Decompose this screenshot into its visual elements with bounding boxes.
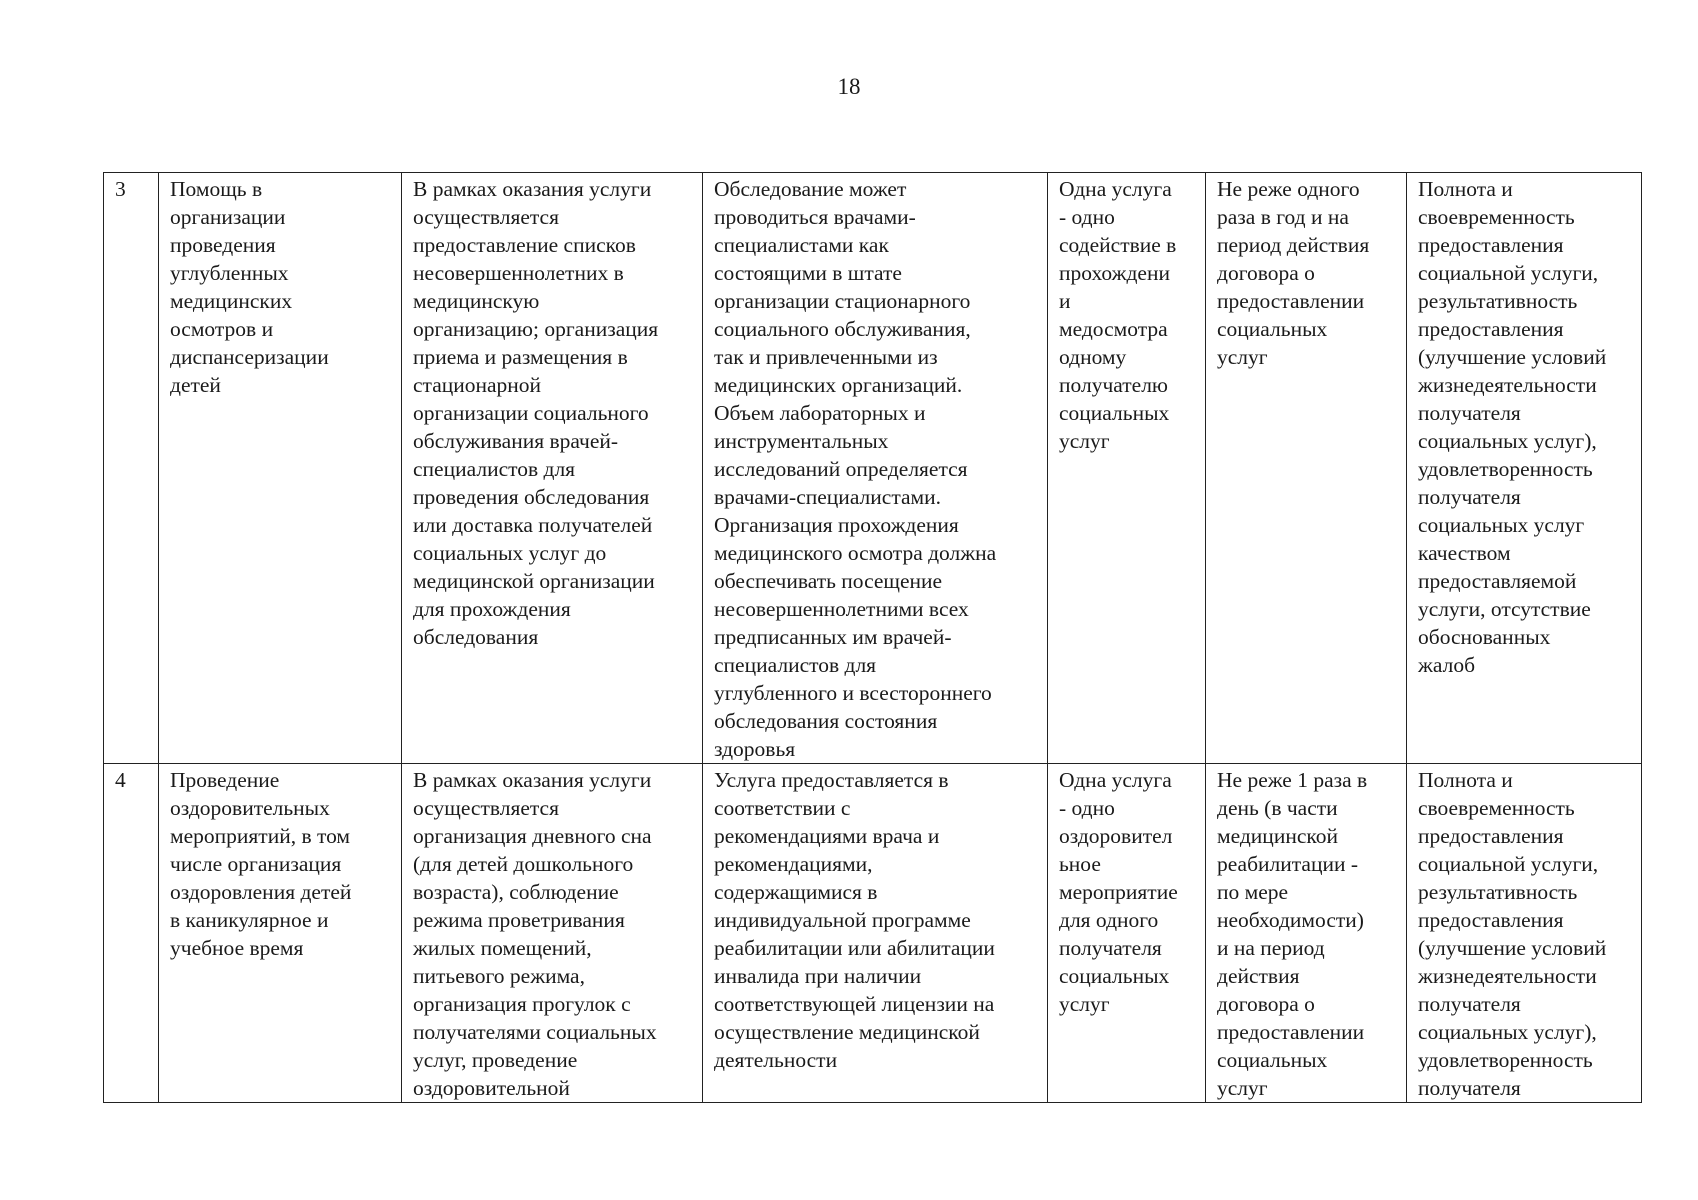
cell-text-line: медосмотра — [1059, 317, 1168, 341]
cell-text-line: здоровья — [714, 737, 796, 761]
cell-text-line: В рамках оказания услуги — [413, 768, 652, 792]
cell-text-line: получателя — [1418, 992, 1521, 1016]
service-name-cell — [159, 764, 402, 1103]
service-frequency-cell — [1206, 173, 1407, 764]
cell-text-line: углубленных — [170, 261, 289, 285]
cell-text-line: реабилитации - — [1217, 852, 1359, 876]
cell-text-line: получателю — [1059, 373, 1168, 397]
cell-text-line: оздоровител — [1059, 824, 1173, 848]
cell-text-line: результативность — [1418, 289, 1578, 313]
service-frequency-cell — [1206, 764, 1407, 1103]
service-unit-cell — [1048, 173, 1206, 764]
cell-text-line: социальных — [1217, 317, 1328, 341]
cell-text-line: специалистов для — [413, 457, 576, 481]
cell-text-line: Полнота и — [1418, 768, 1513, 792]
cell-text-line: В рамках оказания услуги — [413, 177, 652, 201]
cell-text-line: предоставление списков — [413, 233, 636, 257]
cell-text-line: день (в части — [1217, 796, 1338, 820]
cell-text-line: прохождени — [1059, 261, 1170, 285]
cell-text-line: действия — [1217, 964, 1300, 988]
cell-text-line: предоставления — [1418, 908, 1564, 932]
service-terms-cell — [703, 173, 1048, 764]
cell-text-line: обследования состояния — [714, 709, 938, 733]
cell-text-line: по мере — [1217, 880, 1289, 904]
cell-text-line: услуг, проведение — [413, 1048, 578, 1072]
cell-text-line: соответствии с — [714, 796, 851, 820]
cell-text-line: индивидуальной программе — [714, 908, 971, 932]
cell-text-line: результативность — [1418, 880, 1578, 904]
cell-text-line: обследования — [413, 625, 539, 649]
cell-text-line: социальных — [1059, 964, 1170, 988]
cell-text-line: Одна услуга — [1059, 177, 1172, 201]
cell-text-line: организация прогулок с — [413, 992, 631, 1016]
cell-text-line: содержащимися в — [714, 880, 878, 904]
cell-text-line: Одна услуга — [1059, 768, 1172, 792]
cell-text-line: оздоровительной — [413, 1076, 570, 1100]
cell-text-line: Организация прохождения — [714, 513, 959, 537]
cell-text-line: осуществление медицинской — [714, 1020, 980, 1044]
cell-text-line: (улучшение условий — [1418, 345, 1607, 369]
cell-text-line: обоснованных — [1418, 625, 1551, 649]
cell-text-line: договора о — [1217, 992, 1315, 1016]
cell-text-line: оздоровительных — [170, 796, 330, 820]
cell-text-line: организации социального — [413, 401, 649, 425]
service-name-cell — [159, 173, 402, 764]
cell-text-line: Услуга предоставляется в — [714, 768, 949, 792]
table-body — [104, 173, 1642, 1103]
cell-text-line: социальных — [1059, 401, 1170, 425]
cell-text-line: медицинской организации — [413, 569, 655, 593]
service-description-cell — [402, 173, 703, 764]
cell-text-line: Обследование может — [714, 177, 907, 201]
cell-text-line: в каникулярное и — [170, 908, 329, 932]
row-number-cell: 4 — [104, 764, 159, 1103]
cell-text-line: удовлетворенность — [1418, 457, 1593, 481]
cell-text-line: состоящими в штате — [714, 261, 902, 285]
cell-text-line: и — [1059, 289, 1071, 313]
cell-text-line: обслуживания врачей- — [413, 429, 619, 453]
cell-text-line: социальной услуги, — [1418, 852, 1599, 876]
cell-text-line: услуг — [1217, 1076, 1268, 1100]
cell-text-line: организации — [170, 205, 286, 229]
cell-text-line: жалоб — [1418, 653, 1476, 677]
cell-text-line: предоставлении — [1217, 289, 1365, 313]
cell-text-line: социальных услуг до — [413, 541, 607, 565]
cell-text-line: получателя — [1418, 1076, 1521, 1100]
cell-text-line: для прохождения — [413, 597, 571, 621]
cell-text-line: медицинских — [170, 289, 293, 313]
row-number-cell: 3 — [104, 173, 159, 764]
page-number: 18 — [837, 74, 861, 99]
cell-text-line: проведения обследования — [413, 485, 650, 509]
cell-text-line: инвалида при наличии — [714, 964, 922, 988]
cell-text-line: деятельности — [714, 1048, 838, 1072]
cell-text-line: Не реже одного — [1217, 177, 1360, 201]
cell-text-line: предоставления — [1418, 824, 1564, 848]
cell-text-line: специалистами как — [714, 233, 889, 257]
cell-text-line: режима проветривания — [413, 908, 625, 932]
cell-text-line: получателя — [1418, 401, 1521, 425]
cell-text-line: получателя — [1059, 936, 1162, 960]
cell-text-line: договора о — [1217, 261, 1315, 285]
cell-text-line: (улучшение условий — [1418, 936, 1607, 960]
cell-text-line: необходимости) — [1217, 908, 1364, 932]
cell-text-line: Помощь в — [170, 177, 263, 201]
cell-text-line: несовершеннолетних в — [413, 261, 624, 285]
cell-text-line: медицинских организаций. — [714, 373, 963, 397]
cell-text-line: медицинскую — [413, 289, 540, 313]
cell-text-line: специалистов для — [714, 653, 877, 677]
cell-text-line: предоставляемой — [1418, 569, 1577, 593]
cell-text-line: соответствующей лицензии на — [714, 992, 995, 1016]
service-description-cell — [402, 764, 703, 1103]
cell-text-line: получателя — [1418, 485, 1521, 509]
cell-text-line: (для детей дошкольного — [413, 852, 634, 876]
cell-text-line: детей — [170, 373, 221, 397]
cell-text-line: ьное — [1059, 852, 1101, 876]
cell-text-line: приема и размещения в — [413, 345, 628, 369]
service-terms-cell — [703, 764, 1048, 1103]
cell-text-line: организацию; организация — [413, 317, 659, 341]
cell-text-line: своевременность — [1418, 205, 1575, 229]
cell-text-line: предписанных им врачей- — [714, 625, 952, 649]
cell-text-line: жизнедеятельности — [1418, 373, 1597, 397]
cell-text-line: стационарной — [413, 373, 542, 397]
cell-text-line: социальной услуги, — [1418, 261, 1599, 285]
cell-text-line: осуществляется — [413, 796, 559, 820]
cell-text-line: Объем лабораторных и — [714, 401, 926, 425]
cell-text-line: жизнедеятельности — [1418, 964, 1597, 988]
cell-text-line: жилых помещений, — [413, 936, 592, 960]
cell-text-line: - одно — [1059, 205, 1115, 229]
cell-text-line: Проведение — [170, 768, 280, 792]
services-table — [103, 172, 1642, 1103]
cell-text-line: диспансеризации — [170, 345, 329, 369]
cell-text-line: возраста), соблюдение — [413, 880, 619, 904]
cell-text-line: социальных услуг), — [1418, 429, 1597, 453]
cell-text-line: несовершеннолетними всех — [714, 597, 969, 621]
cell-text-line: мероприятий, в том — [170, 824, 351, 848]
cell-text-line: одному — [1059, 345, 1127, 369]
cell-text-line: исследований определяется — [714, 457, 968, 481]
cell-text-line: мероприятие — [1059, 880, 1178, 904]
cell-text-line: социального обслуживания, — [714, 317, 971, 341]
service-quality-cell — [1407, 764, 1642, 1103]
cell-text-line: проводиться врачами- — [714, 205, 916, 229]
cell-text-line: так и привлеченными из — [714, 345, 938, 369]
cell-text-line: услуги, отсутствие — [1418, 597, 1591, 621]
cell-text-line: рекомендациями, — [714, 852, 873, 876]
cell-text-line: инструментальных — [714, 429, 889, 453]
cell-text-line: для одного — [1059, 908, 1159, 932]
cell-text-line: учебное время — [170, 936, 304, 960]
cell-text-line: оздоровления детей — [170, 880, 352, 904]
cell-text-line: услуг — [1217, 345, 1268, 369]
cell-text-line: и на период — [1217, 936, 1325, 960]
cell-text-line: раза в год и на — [1217, 205, 1349, 229]
cell-text-line: осуществляется — [413, 205, 559, 229]
cell-text-line: социальных услуг), — [1418, 1020, 1597, 1044]
cell-text-line: числе организация — [170, 852, 342, 876]
cell-text-line: осмотров и — [170, 317, 274, 341]
table-row — [104, 173, 1642, 764]
cell-text-line: углубленного и всестороннего — [714, 681, 992, 705]
cell-text-line: получателями социальных — [413, 1020, 657, 1044]
cell-text-line: предоставления — [1418, 317, 1564, 341]
cell-text-line: медицинского осмотра должна — [714, 541, 997, 565]
cell-text-line: содействие в — [1059, 233, 1177, 257]
service-quality-cell — [1407, 173, 1642, 764]
cell-text-line: организация дневного сна — [413, 824, 652, 848]
cell-text-line: услуг — [1059, 992, 1110, 1016]
cell-text-line: проведения — [170, 233, 276, 257]
cell-text-line: врачами-специалистами. — [714, 485, 942, 509]
cell-text-line: социальных услуг — [1418, 513, 1585, 537]
cell-text-line: удовлетворенность — [1418, 1048, 1593, 1072]
cell-text-line: питьевого режима, — [413, 964, 585, 988]
cell-text-line: обеспечивать посещение — [714, 569, 943, 593]
table-row — [104, 764, 1642, 1103]
cell-text-line: услуг — [1059, 429, 1110, 453]
cell-text-line: качеством — [1418, 541, 1511, 565]
cell-text-line: медицинской — [1217, 824, 1338, 848]
service-unit-cell — [1048, 764, 1206, 1103]
cell-text-line: период действия — [1217, 233, 1370, 257]
cell-text-line: Не реже 1 раза в — [1217, 768, 1368, 792]
cell-text-line: или доставка получателей — [413, 513, 653, 537]
cell-text-line: своевременность — [1418, 796, 1575, 820]
cell-text-line: организации стационарного — [714, 289, 971, 313]
cell-text-line: предоставлении — [1217, 1020, 1365, 1044]
cell-text-line: социальных — [1217, 1048, 1328, 1072]
cell-text-line: Полнота и — [1418, 177, 1513, 201]
cell-text-line: предоставления — [1418, 233, 1564, 257]
cell-text-line: - одно — [1059, 796, 1115, 820]
cell-text-line: реабилитации или абилитации — [714, 936, 995, 960]
cell-text-line: рекомендациями врача и — [714, 824, 940, 848]
